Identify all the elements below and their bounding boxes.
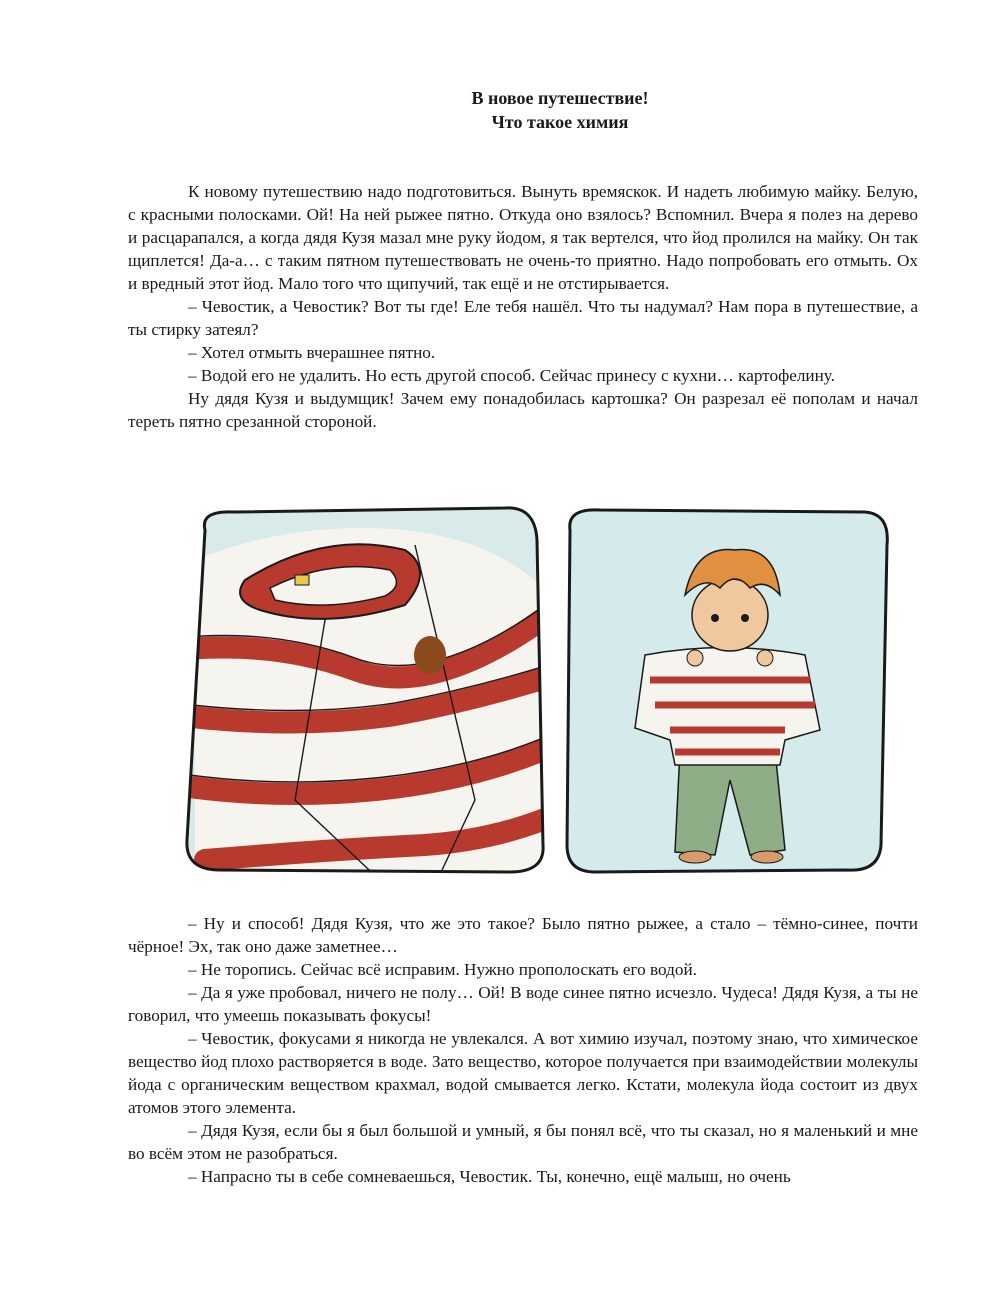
iodine-stain: [414, 636, 446, 674]
paragraph: – Дядя Кузя, если бы я был большой и умный, я бы понял всё, что ты сказал, но я маленький и мне во всём этом не разобраться.: [128, 1121, 918, 1163]
paragraph: – Да я уже пробовал, ничего не полу… Ой! В воде синее пятно исчезло. Чудеса! Дядя Кузя, а ты не говорил, что умеешь показывать фокусы!: [128, 983, 918, 1025]
paragraph: – Не торопись. Сейчас всё исправим. Нужно прополоскать его водой.: [188, 960, 697, 979]
paragraph: К новому путешествию надо подготовиться. Вынуть времяскок. И надеть любимую майку. Белую, с красными полосками. Ой! На ней рыжее пятно. Откуда оно взялось? Вспомнил. Вчера я полез на дерево и расцарапался, а когда дядя Кузя мазал мне руку йодом, я так вертелся, что йод пролился на майку. Он так щиплется! Да-а… с таким пятном путешествовать не очень-то приятно. Надо попробовать его отмыть. Ох и вредный этот йод. Мало того что щипучий, так ещё и не отстирывается.: [128, 182, 918, 293]
paragraph: – Хотел отмыть вчерашнее пятно.: [188, 343, 436, 362]
title-line-2: Что такое химия: [491, 112, 629, 132]
chapter-title: [0, 86, 1000, 134]
illustration: [175, 500, 895, 885]
paragraph: Ну дядя Кузя и выдумщик! Зачем ему понадобилась картошка? Он разрезал её пополам и начал тереть пятно срезанной стороной.: [128, 389, 918, 431]
paragraph: – Водой его не удалить. Но есть другой способ. Сейчас принесу с кухни… картофелину.: [188, 366, 835, 385]
paragraph: – Ну и способ! Дядя Кузя, что же это такое? Было пятно рыжее, а стало – тёмно-синее, почти чёрное! Эх, так оно даже заметнее…: [128, 914, 918, 956]
paragraph: – Напрасно ты в себе сомневаешься, Чевостик. Ты, конечно, ещё малыш, но очень: [188, 1167, 791, 1186]
striped-shirt-panel: [175, 500, 555, 885]
paragraph: – Чевостик, а Чевостик? Вот ты где! Еле тебя нашёл. Что ты надумал? Нам пора в путешествие, а ты стирку затеял?: [128, 297, 918, 339]
paragraph: – Чевостик, фокусами я никогда не увлекался. А вот химию изучал, поэтому знаю, что химическое вещество йод плохо растворяется в воде. Зато вещество, которое получается при взаимодействии молекулы йода с органическим веществом крахмал, водой смывается легко. Кстати, молекула йода состоит из двух атомов этого элемента.: [128, 1029, 918, 1117]
text-block-bottom: [128, 912, 918, 1188]
boy-panel: [555, 500, 895, 885]
text-block-top: [128, 180, 918, 433]
title-line-1: В новое путешествие!: [471, 88, 649, 108]
